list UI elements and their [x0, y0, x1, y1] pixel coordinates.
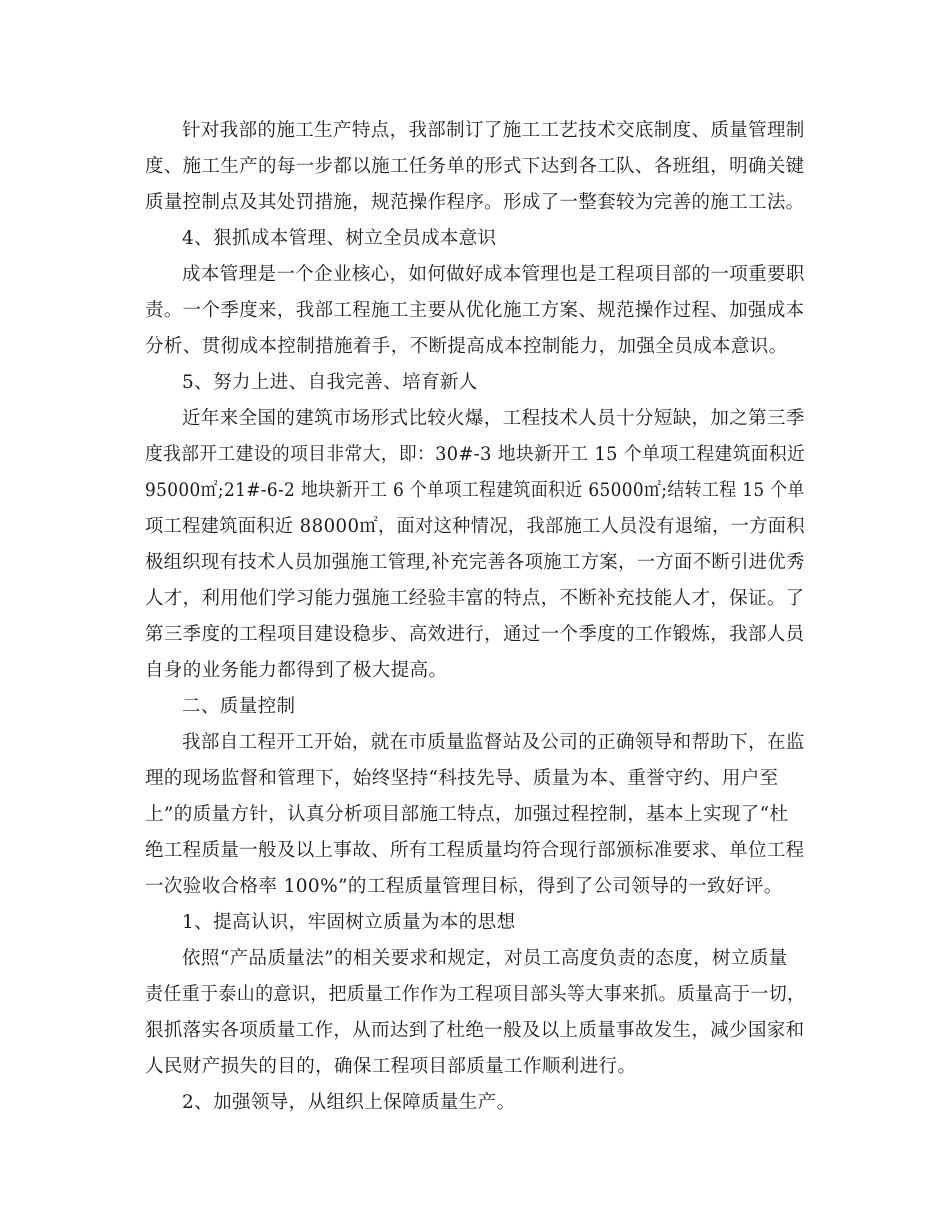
section-heading: 4、狠抓成本管理、树立全员成本意识 [182, 228, 497, 249]
paragraph-line: 自身的业务能力都得到了极大提高。 [145, 660, 448, 681]
paragraph-line: 成本管理是一个企业核心，如何做好成本管理也是工程项目部的一项重要职 [182, 264, 805, 285]
paragraph-line: 分析、贯彻成本控制措施着手，不断提高成本控制能力，加强全员成本意识。 [145, 336, 788, 357]
paragraph-line: 责。一个季度来，我部工程施工主要从优化施工方案、规范操作过程、加强成本 [145, 300, 805, 321]
paragraph-line: 绝工程质量一般及以上事故、所有工程质量均符合现行部颁标准要求、单位工程 [145, 840, 805, 861]
paragraph-line: 95000㎡;21#-6-2 地块新开工 6 个单项工程建筑面积近 65000㎡;结转工程 15 个单 [145, 480, 805, 501]
paragraph-line: 一次验收合格率 100%”的工程质量管理目标，得到了公司领导的一致好评。 [145, 876, 783, 897]
paragraph-line: 理的现场监督和管理下，始终坚持“科技先导、质量为本、重誉守约、用户至 [145, 768, 779, 789]
paragraph-line: 狠抓落实各项质量工作，从而达到了杜绝一般及以上质量事故发生，减少国家和 [145, 1020, 805, 1041]
paragraph-line: 依照“产品质量法”的相关要求和规定，对员工高度负责的态度，树立质量 [182, 948, 788, 969]
paragraph-line: 近年来全国的建筑市场形式比较火爆，工程技术人员十分短缺，加之第三季 [182, 408, 805, 429]
section-heading: 1、提高认识，牢固树立质量为本的思想 [182, 912, 516, 933]
paragraph-line: 度、施工生产的每一步都以施工任务单的形式下达到各工队、各班组，明确关键 [145, 156, 805, 177]
paragraph-line: 我部自工程开工开始，就在市质量监督站及公司的正确领导和帮助下，在监 [182, 732, 805, 753]
section-heading: 5、努力上进、自我完善、培育新人 [182, 372, 478, 393]
paragraph-line: 针对我部的施工生产特点，我部制订了施工工艺技术交底制度、质量管理制 [182, 120, 805, 141]
paragraph-line: 极组织现有技术人员加强施工管理,补充完善各项施工方案，一方面不断引进优秀 [145, 552, 805, 573]
paragraph-line: 第三季度的工程项目建设稳步、高效进行，通过一个季度的工作锻炼，我部人员 [145, 624, 805, 645]
paragraph-line: 责任重于泰山的意识，把质量工作作为工程项目部头等大事来抓。质量高于一切， [145, 984, 806, 1005]
paragraph-line: 项工程建筑面积近 88000㎡，面对这种情况，我部施工人员没有退缩，一方面积 [145, 516, 805, 537]
paragraph-line: 质量控制点及其处罚措施，规范操作程序。形成了一整套较为完善的施工工法。 [145, 192, 805, 213]
paragraph-line: 度我部开工建设的项目非常大，即：30#-3 地块新开工 15 个单项工程建筑面积近 [145, 444, 806, 465]
section-heading: 二、质量控制 [182, 696, 296, 717]
section-heading: 2、加强领导，从组织上保障质量生产。 [182, 1092, 516, 1113]
paragraph-line: 上”的质量方针，认真分析项目部施工特点，加强过程控制，基本上实现了“杜 [145, 804, 789, 825]
paragraph-line: 人才，利用他们学习能力强施工经验丰富的特点，不断补充技能人才，保证。了 [145, 588, 805, 609]
paragraph-line: 人民财产损失的目的，确保工程项目部质量工作顺利进行。 [145, 1056, 637, 1077]
